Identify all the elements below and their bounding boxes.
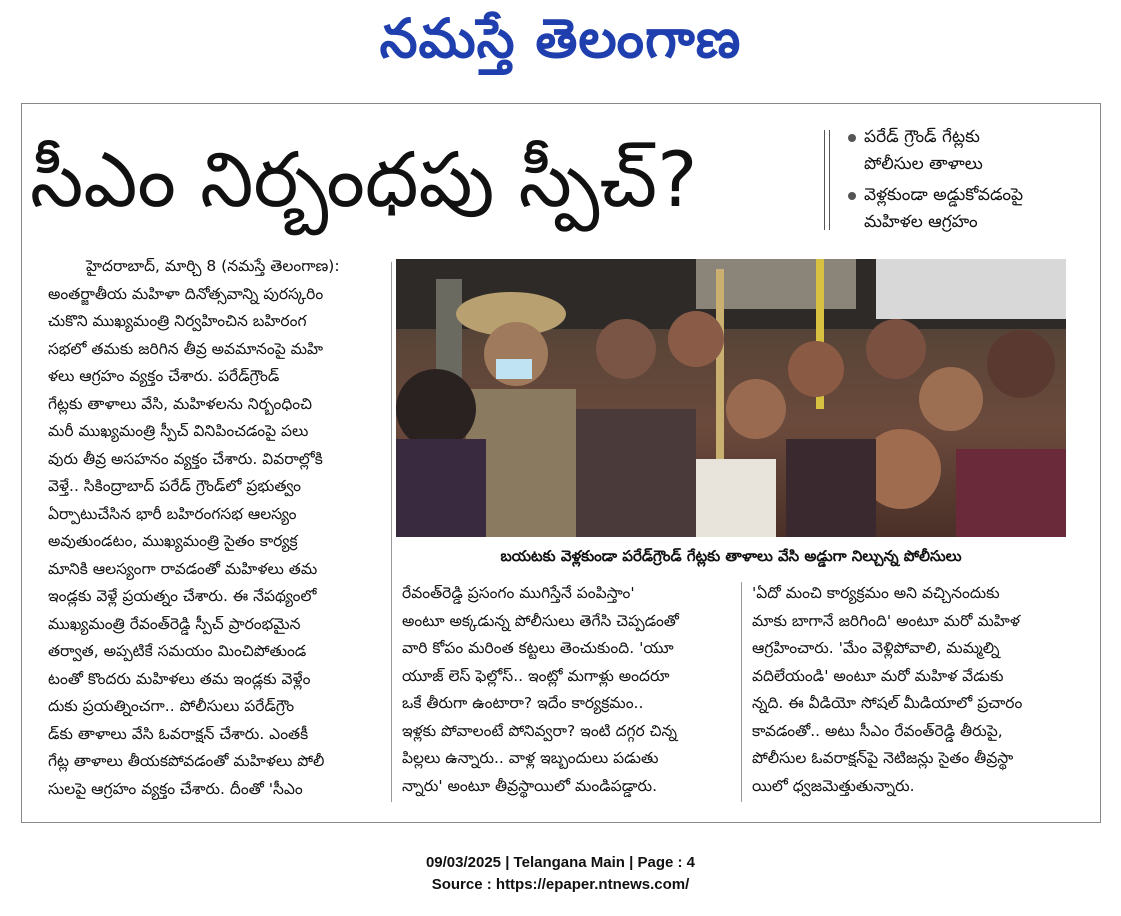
column-divider xyxy=(391,262,392,802)
column-line: యిలో ధ్వజమెత్తుతున్నారు. xyxy=(752,776,915,795)
column-line: గేట్లకు తాళాలు వేసి, మహిళలను నిర్బంధించి xyxy=(48,394,313,413)
headline-divider xyxy=(824,130,830,230)
headline: సీఎం నిర్బంధపు స్పీచ్? xyxy=(30,135,698,224)
column-line: మాకు బాగానే జరిగింది' అంటూ మరో మహిళ xyxy=(752,611,1020,630)
highlight-line: మహిళల ఆగ్రహం xyxy=(864,212,978,232)
column-line: ళలు ఆగ్రహం వ్యక్తం చేశారు. పరేడ్‌గ్రౌండ్ xyxy=(48,367,280,385)
column-line: వారి కోపం మరింత కట్టలు తెంచుకుంది. 'యూ xyxy=(402,639,674,657)
column-line: గేట్ల తాళాలు తీయకపోవడంతో మహిళలు పోలీ xyxy=(48,752,325,770)
column-line: డ్‌కు తాళాలు వేసి ఓవరాక్షన్ చేశారు. ఎంతకీ xyxy=(48,724,309,743)
highlight-item xyxy=(848,124,1093,178)
highlight-line: పరేడ్ గ్రౌండ్ గేట్లకు xyxy=(864,127,980,147)
column-line: టంతో కొందరు మహిళలు తమ ఇండ్లకు వెళ్లేం xyxy=(48,669,311,688)
dateline: హైదరాబాద్, మార్చి 8 (నమస్తే తెలంగాణ): xyxy=(86,257,340,275)
column-line: కావడంతో.. అటు సీఎం రేవంత్‌రెడ్డి తీరుపై, xyxy=(752,721,1003,740)
highlight-line: వెళ్లకుండా అడ్డుకోవడంపై xyxy=(864,185,1024,205)
column-line: న్నారు' అంటూ తీవ్రస్థాయిలో మండిపడ్డారు. xyxy=(402,776,657,795)
column-line: మానికి ఆలస్యంగా రావడంతో మహిళలు తమ xyxy=(48,559,318,578)
highlight-item xyxy=(848,182,1093,236)
bullet-icon xyxy=(848,192,856,200)
column-divider xyxy=(741,582,742,802)
column-line: వెళ్తే.. సికింద్రాబాద్ పరేడ్ గ్రౌండ్‌లో ప్రభుత్వం xyxy=(48,477,301,495)
bullet-icon xyxy=(848,134,856,142)
column-line: చుకొని ముఖ్యమంత్రి నిర్వహించిన బహిరంగ xyxy=(48,312,307,330)
column-line: దుకు ప్రయత్నించగా.. పోలీసులు పరేడ్‌గ్రౌం xyxy=(48,697,295,715)
highlight-line: పోలీసుల తాళాలు xyxy=(864,154,983,174)
column-line: ముఖ్యమంత్రి రేవంత్‌రెడ్డి స్పీచ్ ప్రారంభమైన xyxy=(48,614,301,633)
column-line: ఆగ్రహించారు. 'మేం వెళ్లిపోవాలి, మమ్మల్ని xyxy=(752,639,1000,657)
column-line: అంతర్జాతీయ మహిళా దినోత్సవాన్ని పురస్కరిం xyxy=(48,284,324,303)
column-line: 'ఏదో మంచి కార్యక్రమం అని వచ్చినందుకు xyxy=(752,584,1000,602)
masthead xyxy=(0,0,1121,90)
column-line: పోలీసుల ఓవరాక్షన్‌పై నెటిజన్లు సైతం తీవ్రస్థా xyxy=(752,749,1014,767)
column-line: న్నది. ఈ వీడియో సోషల్ మీడియాలో ప్రచారం xyxy=(752,694,1023,712)
column-line: మరీ ముఖ్యమంత్రి స్పీచ్ వినిపించడంపై పలు xyxy=(48,422,309,440)
column-line: పిల్లలు ఉన్నారు.. వాళ్ల ఇబ్బందులు పడుతు xyxy=(402,749,659,767)
column-line: ఏర్పాటుచేసిన భారీ బహిరంగసభ ఆలస్యం xyxy=(48,504,297,523)
column-line: రేవంత్‌రెడ్డి ప్రసంగం ముగిస్తేనే పంపిస్తాం' xyxy=(402,584,635,602)
column-line: తర్వాత, అప్పటికే సమయం మించిపోతుండ xyxy=(48,642,307,660)
column-line: వదిలేయండి' అంటూ మరో మహిళ వేడుకు xyxy=(752,666,1004,685)
article-column-1 xyxy=(48,253,383,803)
page-footer xyxy=(0,852,1121,896)
column-line: అంటూ అక్కడున్న పోలీసులు తెగేసి చెప్పడంతో xyxy=(402,611,679,630)
photo-caption: బయటకు వెళ్లకుండా పరేడ్‌గ్రౌండ్ గేట్లకు తాళాలు వేసి అడ్డుగా నిల్చున్న పోలీసులు xyxy=(500,547,962,565)
column-line: వురు తీవ్ర అసహనం వ్యక్తం చేశారు. వివరాల్లోకి xyxy=(48,449,323,468)
column-line: సభలో తమకు జరిగిన తీవ్ర అవమానంపై మహి xyxy=(48,339,324,358)
column-line: యూజ్ లెస్ ఫెల్లోస్.. ఇంట్లో మగాళ్లు అందరూ xyxy=(402,666,670,685)
footer-source: Source : https://epaper.ntnews.com/ xyxy=(431,876,690,893)
column-line: ఇళ్లకు పోవాలంటే పోనివ్వరా? ఇంటి దగ్గర చిన్న xyxy=(402,721,678,740)
crowd-illustration xyxy=(396,259,1066,537)
news-photo xyxy=(396,259,1066,537)
column-line: అవుతుండటం, ముఖ్యమంత్రి సైతం కార్యక్ర xyxy=(48,532,298,550)
article-column-2 xyxy=(402,580,735,800)
newspaper-logo: నమస్తే తెలంగాణ xyxy=(379,6,742,70)
article-column-3 xyxy=(752,580,1087,800)
column-line: సులపై ఆగ్రహం వ్యక్తం చేశారు. దీంతో 'సీఎం xyxy=(48,779,303,798)
highlights xyxy=(848,124,1093,240)
column-line: ఒకే తీరుగా ఉంటారా? ఇదేం కార్యక్రమం.. xyxy=(402,694,644,712)
column-line: ఇండ్లకు వెళ్లే ప్రయత్నం చేశారు. ఈ నేపథ్యంలో xyxy=(48,587,317,605)
footer-edition-info: 09/03/2025 | Telangana Main | Page : 4 xyxy=(425,854,696,871)
